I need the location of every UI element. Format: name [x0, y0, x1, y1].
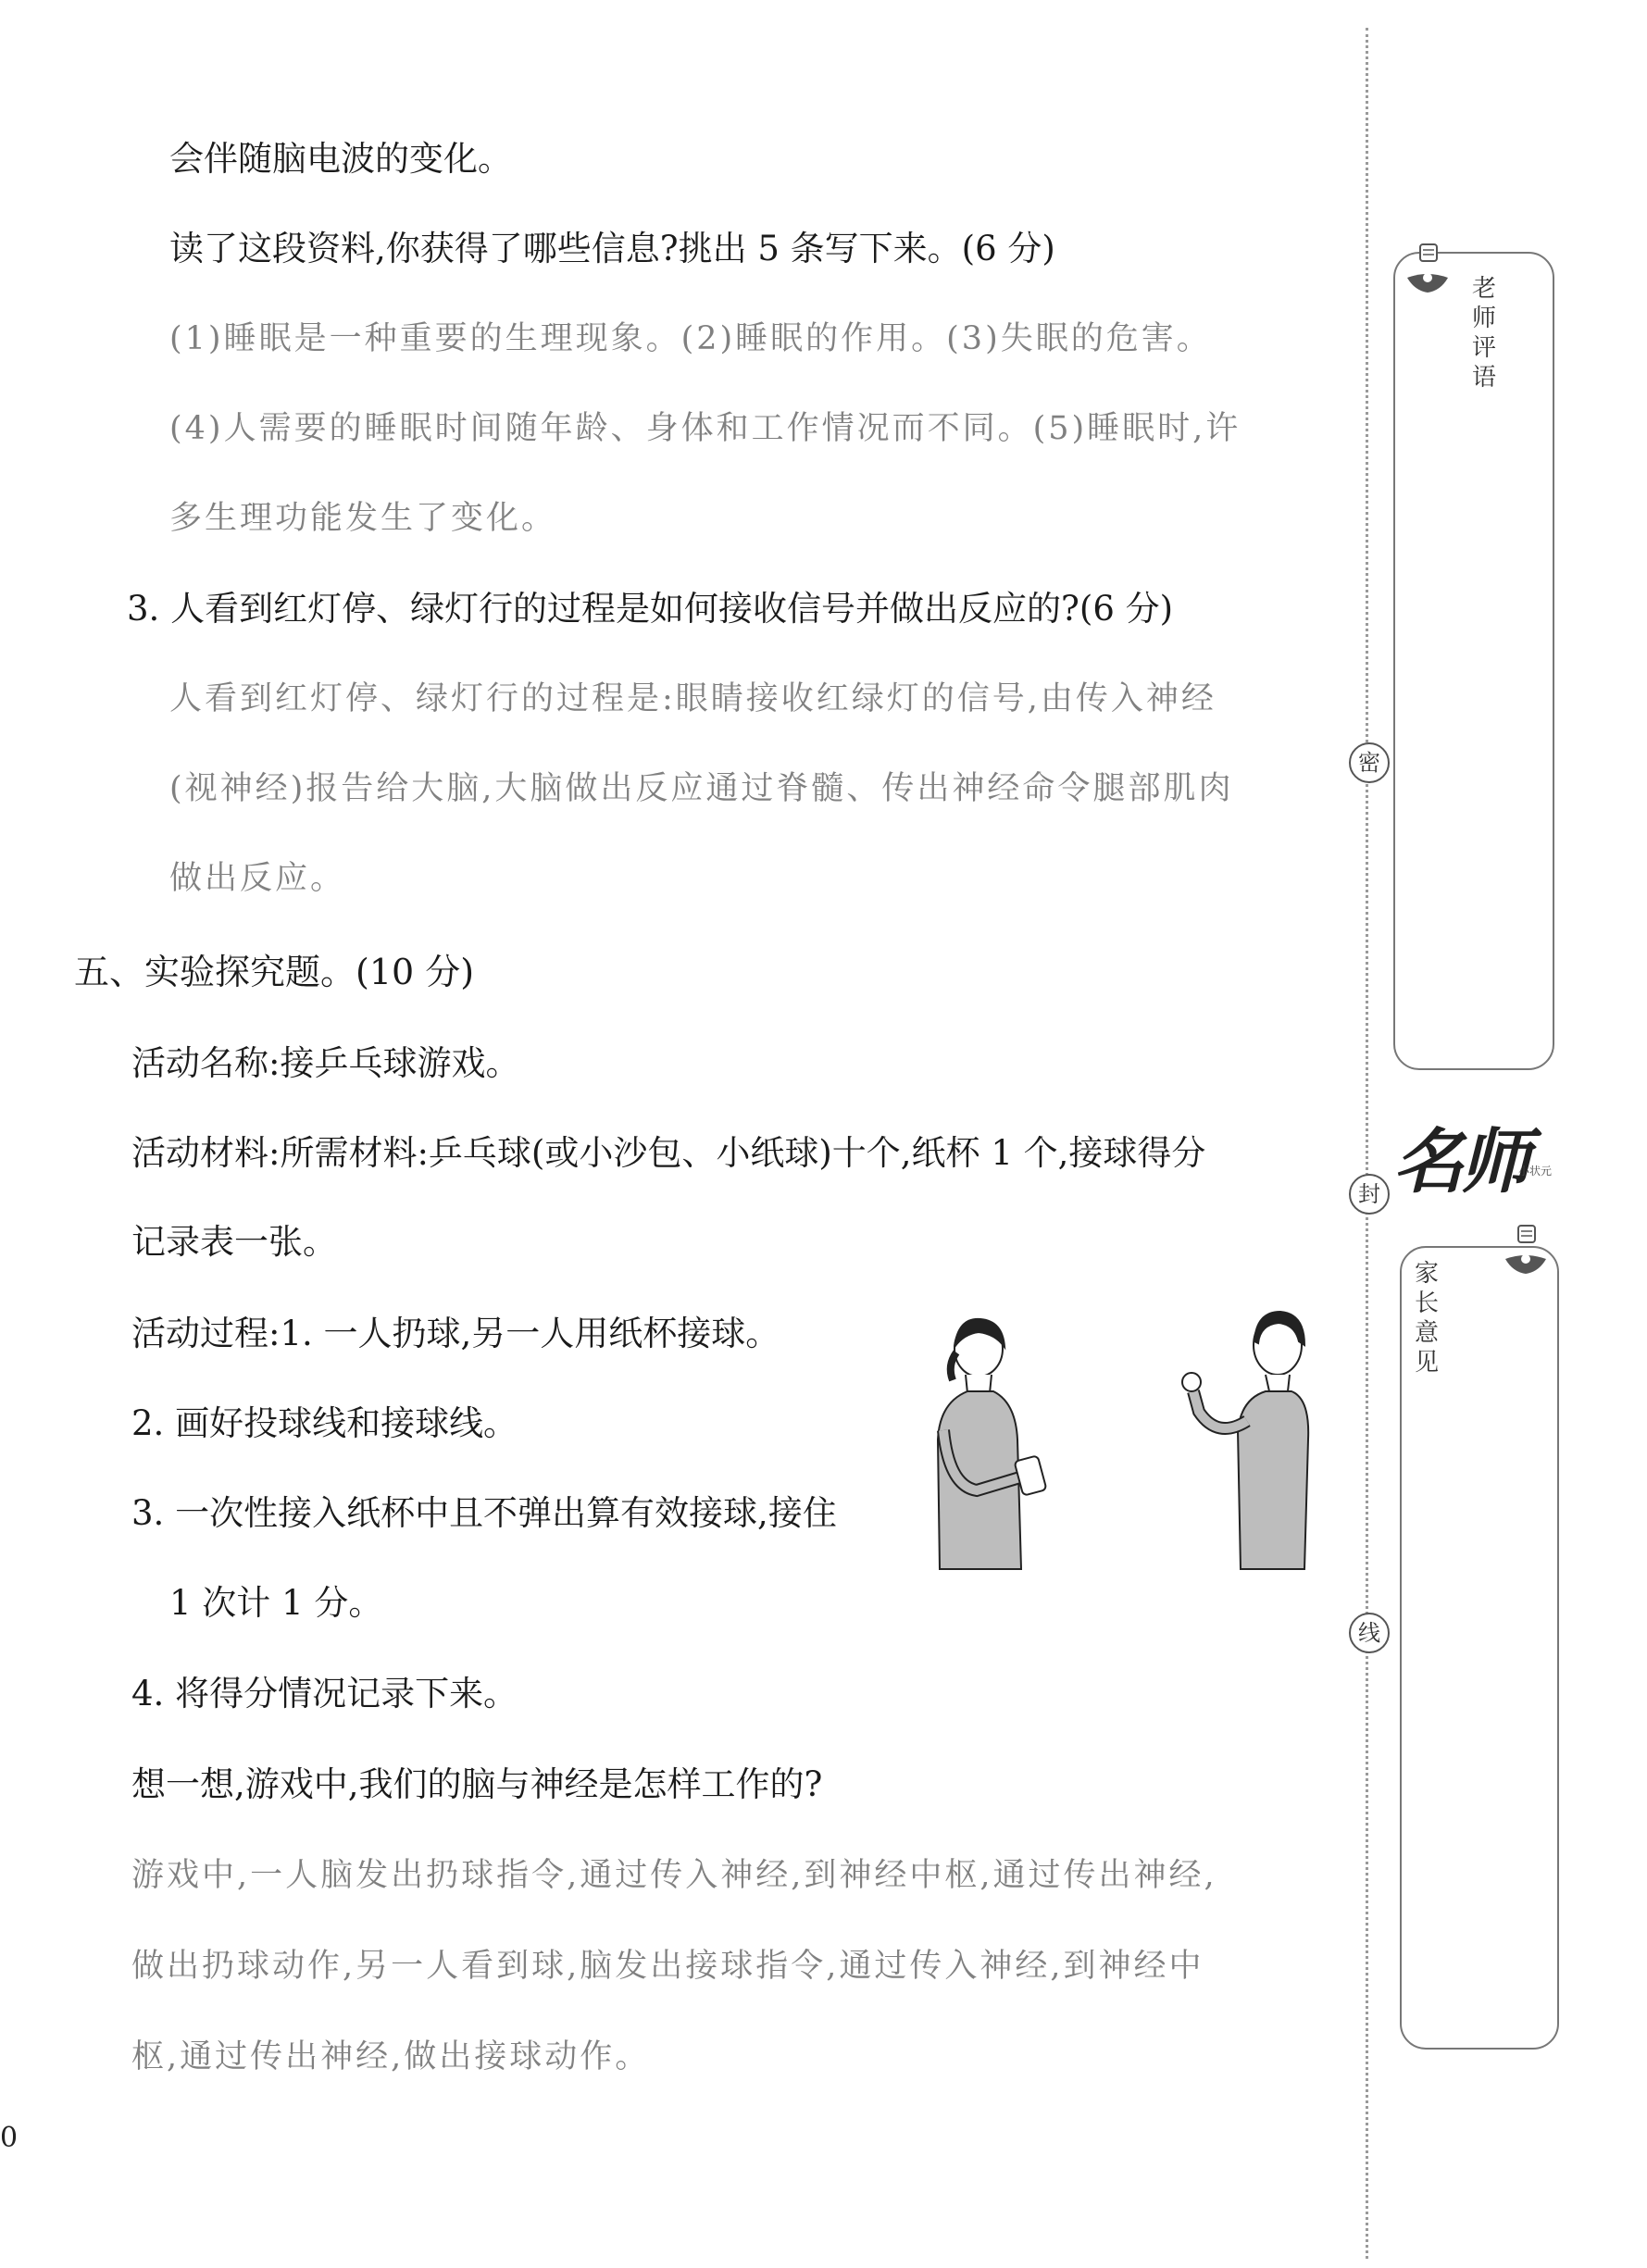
answer-line: (4)人需要的睡眠时间随年龄、身体和工作情况而不同。(5)睡眠时,许	[169, 410, 1241, 447]
answer-line: (1)睡眠是一种重要的生理现象。(2)睡眠的作用。(3)失眠的危害。	[169, 320, 1212, 357]
process-step-3-cont: 1 次计 1 分。	[169, 1583, 383, 1623]
girl-figure	[938, 1319, 1046, 1569]
activity-name: 活动名称:接乒乓球游戏。	[131, 1043, 520, 1083]
man-figure	[1182, 1312, 1308, 1569]
brand-subtitle: 小状元	[1518, 1165, 1553, 1178]
answer-line: (视神经)报告给大脑,大脑做出反应通过脊髓、传出神经命令腿部肌肉	[169, 770, 1234, 807]
activity-materials-cont: 记录表一张。	[131, 1222, 337, 1262]
binding-dotted-line	[1366, 28, 1368, 2259]
teacher-comment-title: 老师评语	[1472, 275, 1506, 392]
catch-game-illustration	[921, 1301, 1338, 1578]
process-step-4: 4. 将得分情况记录下来。	[131, 1674, 518, 1713]
answer-line: 游戏中,一人脑发出扔球指令,通过传入神经,到神经中枢,通过传出神经,	[131, 1857, 1217, 1894]
answer-line: 多生理功能发生了变化。	[169, 500, 557, 537]
brand-logo: 名师	[1393, 1120, 1527, 1203]
seal-xian: 线	[1349, 1613, 1390, 1653]
process-step-1: 活动过程:1. 一人扔球,另一人用纸杯接球。	[131, 1314, 780, 1353]
answer-line: 枢,通过传出神经,做出接球动作。	[131, 2038, 651, 2075]
process-step-2: 2. 画好投球线和接球线。	[131, 1403, 518, 1443]
page-number: 0	[0, 2122, 19, 2154]
activity-materials: 活动材料:所需材料:乒乓球(或小沙包、小纸球)十个,纸杯 1 个,接球得分	[131, 1133, 1206, 1173]
answer-line: 做出反应。	[169, 860, 346, 897]
parent-comment-title: 家长意见	[1415, 1260, 1449, 1377]
question-3: 3. 人看到红灯停、绿灯行的过程是如何接收信号并做出反应的?(6 分)	[127, 589, 1174, 629]
text-line: 会伴随脑电波的变化。	[169, 139, 512, 179]
seal-feng: 封	[1349, 1174, 1390, 1215]
answer-line: 人看到红灯停、绿灯行的过程是:眼睛接收红绿灯的信号,由传入神经	[169, 680, 1217, 717]
answer-line: 做出扔球动作,另一人看到球,脑发出接球指令,通过传入神经,到神经中	[131, 1948, 1204, 1985]
question-sub: 读了这段资料,你获得了哪些信息?挑出 5 条写下来。(6 分)	[169, 229, 1055, 268]
ink-pen-icon	[1400, 243, 1455, 307]
ink-pen-icon	[1500, 1224, 1555, 1289]
process-step-3: 3. 一次性接入纸杯中且不弹出算有效接球,接住	[131, 1493, 837, 1533]
section-heading: 五、实验探究题。(10 分)	[74, 952, 475, 992]
seal-mi: 密	[1349, 742, 1390, 783]
think-question: 想一想,游戏中,我们的脑与神经是怎样工作的?	[131, 1764, 823, 1804]
